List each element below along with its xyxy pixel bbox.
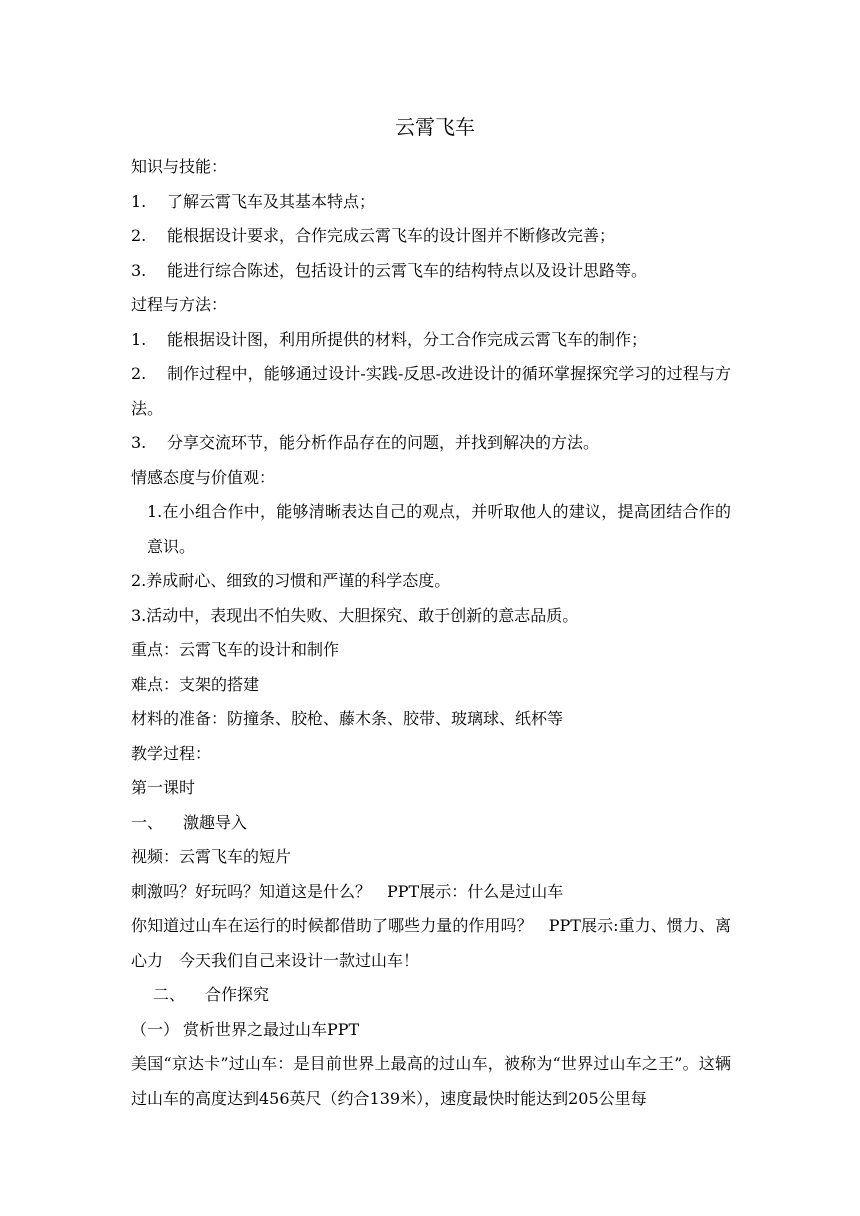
emotion-item-3: 3.活动中，表现出不怕失败、大胆探究、敢于创新的意志品质。: [131, 605, 579, 625]
section-1-heading: [131, 806, 731, 841]
question-1: 刺激吗？好玩吗？知道这是什么？ PPT展示：什么是过山车: [131, 881, 564, 901]
knowledge-heading: 知识与技能：: [131, 157, 228, 176]
item-text: 分享交流环节，能分析作品存在的问题，并找到解决的方法。: [167, 433, 600, 452]
item-text: 能根据设计要求，合作完成云霄飞车的设计图并不断修改完善；: [167, 226, 616, 245]
process-item-3: [131, 426, 731, 461]
difficulty: 难点：支架的搭建: [131, 674, 260, 694]
coaster-paragraph: 美国“京达卡”过山车：是目前世界上最高的过山车，被称为“世界过山车之王”。这辆过山车的高度达到456英尺（约合139米），速度最快时能达到205公里每: [131, 1054, 731, 1108]
document-page: [131, 112, 731, 1116]
section-number: 一、: [131, 812, 164, 832]
knowledge-item-2: [131, 219, 731, 254]
knowledge-item-3: [131, 254, 731, 289]
item-number: 2.: [131, 226, 147, 245]
video-line: 视频：云霄飞车的短片: [131, 847, 292, 866]
section-2-heading: [131, 978, 731, 1013]
document-title: 云霄飞车: [395, 115, 475, 139]
section-title: 合作探究: [205, 985, 270, 1004]
process-item-2: [131, 357, 731, 426]
item-text: 能根据设计图，利用所提供的材料，分工合作完成云霄飞车的制作；: [167, 329, 648, 349]
teaching-process-heading: 教学过程：: [131, 743, 212, 763]
subsection-title: 赏析世界之最过山车PPT: [183, 1019, 360, 1039]
item-number: 2.: [131, 364, 147, 383]
item-text: 了解云霄飞车及其基本特点；: [167, 191, 376, 211]
item-number: 3.: [131, 433, 147, 452]
item-number: 1.: [131, 191, 147, 211]
emotion-heading: 情感态度与价值观：: [131, 467, 276, 487]
question-2: 你知道过山车在运行的时候都借助了哪些力量的作用吗？ PPT展示:重力、惯力、离心力 今天我们自己来设计一款过山车！: [131, 916, 731, 970]
subsection-number: （一）: [131, 1019, 180, 1039]
item-number: 3.: [131, 260, 147, 280]
knowledge-item-1: [131, 185, 731, 220]
section-number: 二、: [153, 985, 186, 1004]
subsection-1-heading: [131, 1013, 731, 1048]
process-heading: 过程与方法：: [131, 295, 228, 314]
emotion-item-2: 2.养成耐心、细致的习惯和严谨的科学态度。: [131, 571, 451, 590]
materials: 材料的准备：防撞条、胶枪、藤木条、胶带、玻璃球、纸杯等: [131, 709, 564, 728]
item-text: 能进行综合陈述，包括设计的云霄飞车的结构特点以及设计思路等。: [167, 260, 648, 280]
key-point: 重点：云霄飞车的设计和制作: [131, 640, 340, 659]
section-title: 激趣导入: [183, 812, 248, 832]
item-number: 1.: [131, 329, 147, 349]
item-text: 制作过程中，能够通过设计-实践-反思-改进设计的循环掌握探究学习的过程与方法。: [131, 364, 731, 418]
lesson-label: 第一课时: [131, 778, 196, 797]
process-item-1: [131, 323, 731, 358]
emotion-item-1: 1.在小组合作中，能够清晰表达自己的观点，并听取他人的建议，提高团结合作的意识。: [147, 502, 731, 556]
